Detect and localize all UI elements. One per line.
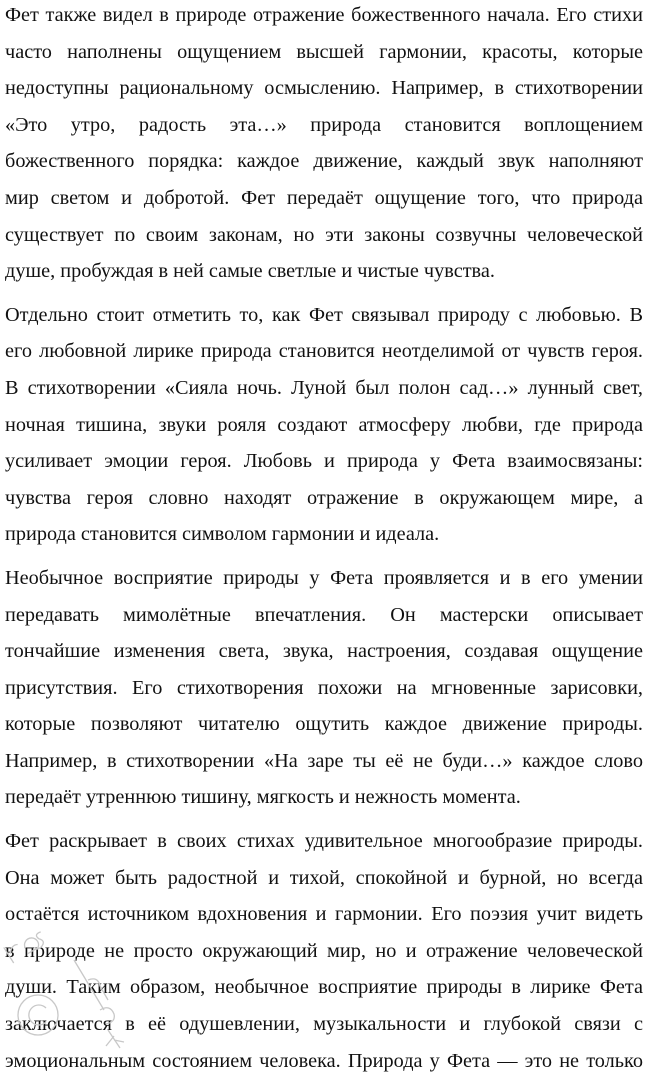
text-line: недоступны рациональному осмыслению. Например, в стихотворении bbox=[5, 77, 643, 100]
text-line: мир светом и добротой. Фет передаёт ощущение того, что природа bbox=[5, 186, 643, 209]
text-line: Необычное восприятие природы у Фета проявляется и в его умении bbox=[5, 566, 643, 589]
text-line: существует по своим законам, но эти законы созвучны человеческой bbox=[5, 223, 643, 246]
text-line: часто наполнены ощущением высшей гармонии, красоты, которые bbox=[5, 40, 643, 63]
text-line: заключается в её одушевлении, музыкальности и глубокой связи с bbox=[5, 1013, 643, 1036]
text-line: ночная тишина, звуки рояля создают атмосферу любви, где природа bbox=[5, 413, 643, 436]
text-line: его любовной лирике природа становится неотделимой от чувств героя. bbox=[5, 340, 643, 363]
text-line: Например, в стихотворении «На заре ты её не буди…» каждое слово bbox=[5, 749, 643, 772]
text-line: усиливает эмоции героя. Любовь и природа у Фета взаимосвязаны: bbox=[5, 450, 643, 473]
paragraph bbox=[5, 823, 643, 1079]
text-line: Отдельно стоит отметить то, как Фет связывал природу с любовью. В bbox=[5, 303, 643, 326]
text-line: тончайшие изменения света, звука, настроения, создавая ощущение bbox=[5, 640, 643, 663]
text-line: Фет также видел в природе отражение божественного начала. Его стихи bbox=[5, 4, 643, 26]
text-line: В стихотворении «Сияла ночь. Луной был полон сад…» лунный свет, bbox=[5, 376, 643, 399]
paragraph bbox=[5, 297, 643, 553]
text-line: чувства героя словно находят отражение в окружающем мире, а bbox=[5, 486, 643, 509]
text-line: которые позволяют читателю ощутить каждое движение природы. bbox=[5, 713, 643, 736]
text-line: присутствия. Его стихотворения похожи на мгновенные зарисовки, bbox=[5, 676, 643, 699]
text-line: остаётся источником вдохновения и гармонии. Его поэзия учит видеть bbox=[5, 903, 643, 926]
paragraph bbox=[5, 0, 643, 290]
text-line: в природе не просто окружающий мир, но и отражение человеческой bbox=[5, 939, 643, 962]
text-line: природа становится символом гармонии и идеала. bbox=[5, 523, 440, 546]
text-line: эмоциональным состоянием человека. Природа у Фета — это не только bbox=[5, 1049, 643, 1072]
text-line: души. Таким образом, необычное восприятие природы в лирике Фета bbox=[5, 976, 643, 999]
text-line: «Это утро, радость эта…» природа становится воплощением bbox=[5, 113, 643, 136]
paragraph bbox=[5, 560, 643, 816]
text-line: передавать мимолётные впечатления. Он мастерски описывает bbox=[5, 603, 643, 626]
text-line: передаёт утреннюю тишину, мягкость и нежность момента. bbox=[5, 786, 521, 809]
text-line: божественного порядка: каждое движение, каждый звук наполняют bbox=[5, 150, 643, 173]
document-body bbox=[5, 0, 643, 1086]
text-line: душе, пробуждая в ней самые светлые и чистые чувства. bbox=[5, 260, 495, 283]
text-line: Она может быть радостной и тихой, спокойной и бурной, но всегда bbox=[5, 866, 643, 889]
text-line: Фет раскрывает в своих стихах удивительное многообразие природы. bbox=[5, 830, 643, 853]
